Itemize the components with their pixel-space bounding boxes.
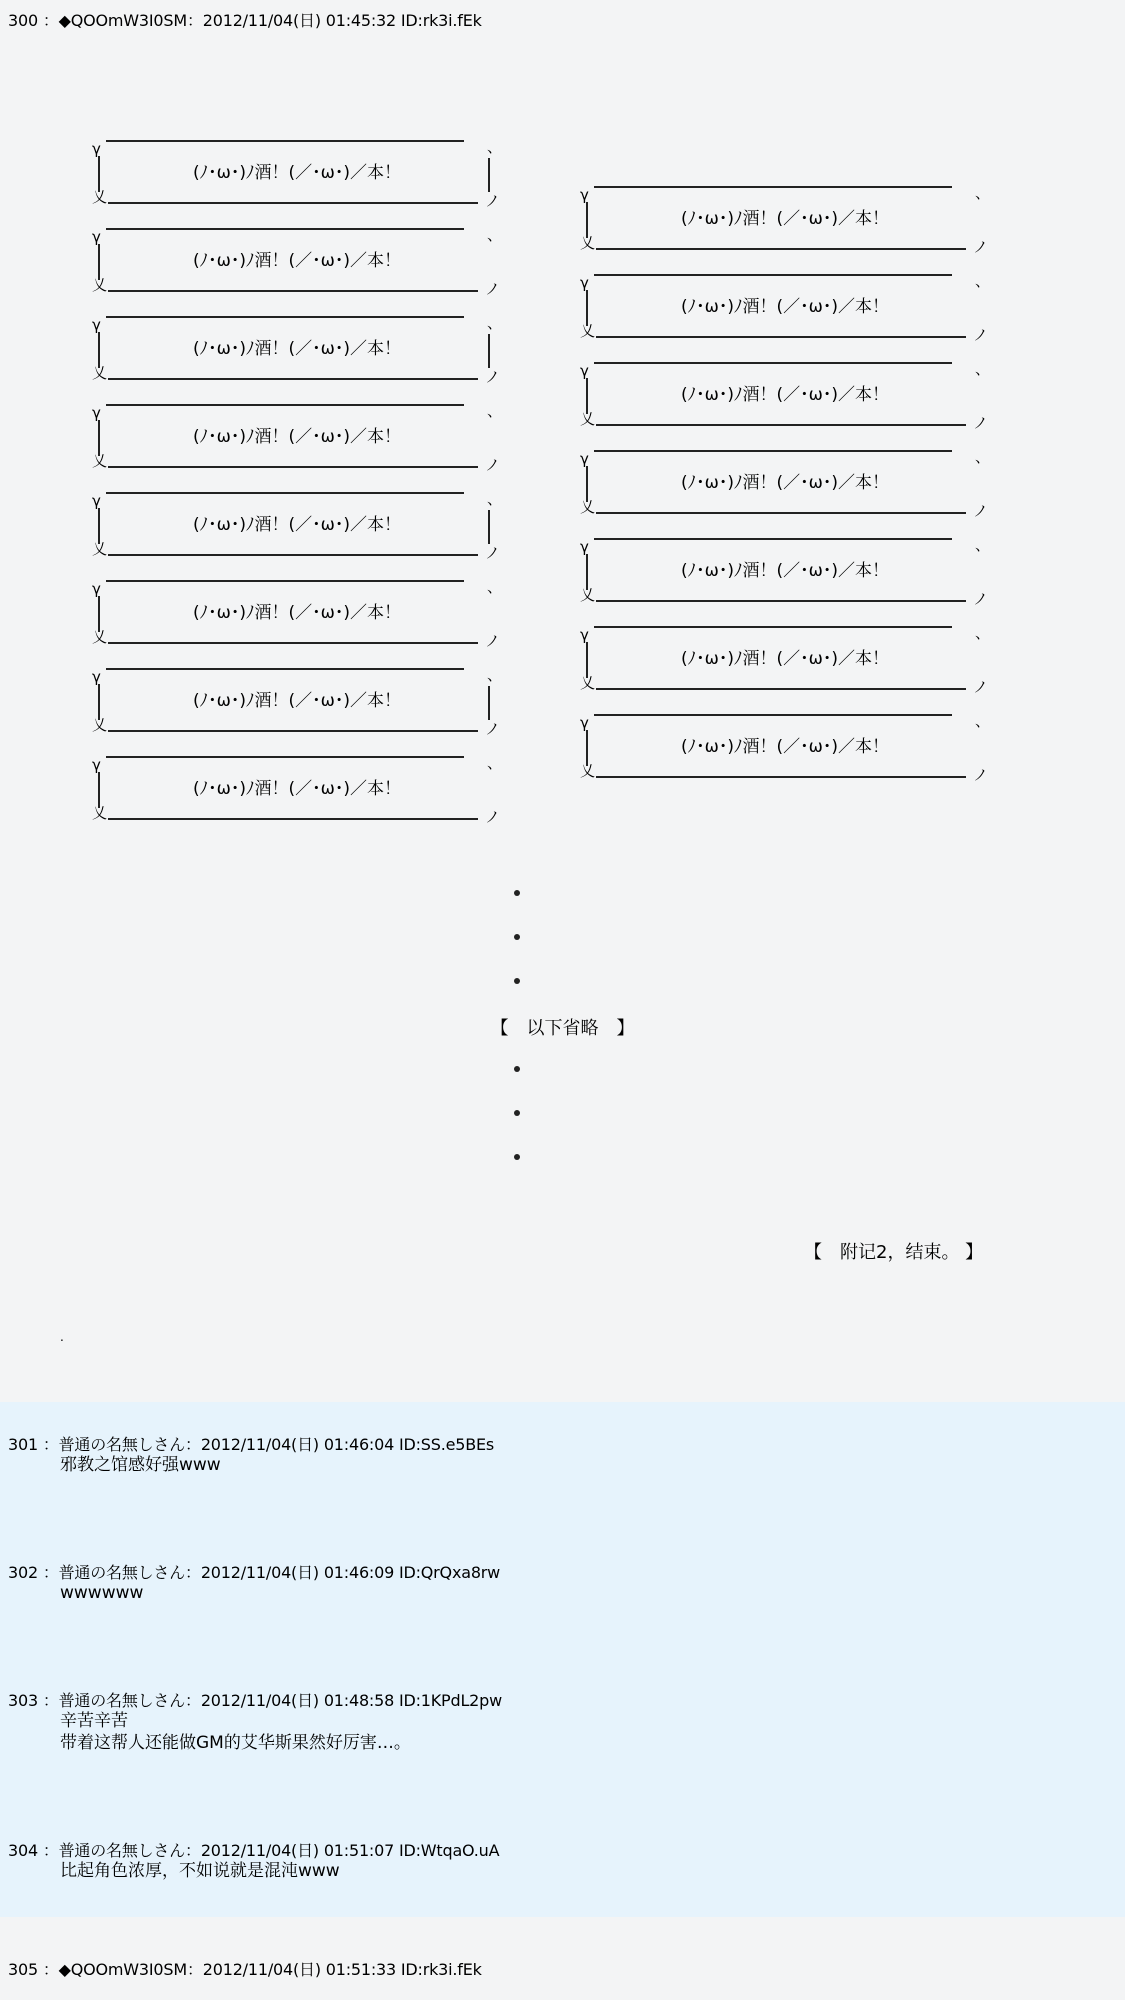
bubble-top-border <box>106 404 464 406</box>
bubble-close: ノ <box>972 502 988 520</box>
bubble-top-border <box>106 756 464 758</box>
bubble-tick: 、 <box>974 624 990 642</box>
speech-bubble <box>92 744 502 830</box>
bubble-yi: 乂 <box>580 674 596 692</box>
bubble-yi: 乂 <box>92 540 108 558</box>
speech-bubble <box>580 350 990 436</box>
bubble-bottom-border <box>596 600 966 602</box>
bubble-yi: 乂 <box>580 410 596 428</box>
post-header: 301 ：普通の名無しさん：2012/11/04(日) 01:46:04 ID:SS.e5BEs <box>8 1435 495 1454</box>
speech-bubble <box>580 438 990 524</box>
bubble-gamma: γ <box>92 404 101 422</box>
bubble-top-border <box>594 362 952 364</box>
bubble-close: ノ <box>972 326 988 344</box>
bubble-tick: 、 <box>974 184 990 202</box>
bubble-tick: 、 <box>974 536 990 554</box>
bubble-gamma: γ <box>92 668 101 686</box>
post-header: 304 ：普通の名無しさん：2012/11/04(日) 01:51:07 ID:WtqaO.uA <box>8 1841 500 1860</box>
bubble-right-border <box>488 334 490 368</box>
bubble-text: (ﾉ･ω･)ﾉ酒！(／･ω･)／本！ <box>680 561 889 581</box>
bubble-gamma: γ <box>580 538 589 556</box>
tiny-dot: . <box>60 1330 64 1344</box>
bubble-gamma: γ <box>92 228 101 246</box>
bubble-tick: 、 <box>486 578 502 596</box>
bubble-close: ノ <box>972 766 988 784</box>
bubble-bottom-border <box>108 730 478 732</box>
bubble-yi: 乂 <box>92 452 108 470</box>
bubble-top-border <box>594 538 952 540</box>
bubble-yi: 乂 <box>580 322 596 340</box>
bubble-top-border <box>106 316 464 318</box>
bubble-text: (ﾉ･ω･)ﾉ酒！(／･ω･)／本！ <box>680 297 889 317</box>
speech-bubble <box>580 526 990 612</box>
bubble-top-border <box>106 668 464 670</box>
post-body: wwwwww <box>60 1583 144 1603</box>
bubble-top-border <box>106 228 464 230</box>
ellipsis-dot <box>514 1154 520 1160</box>
bubble-gamma: γ <box>580 714 589 732</box>
bubble-gamma: γ <box>92 140 101 158</box>
bubble-bottom-border <box>108 466 478 468</box>
bubble-tick: 、 <box>486 314 502 332</box>
bubble-bottom-border <box>108 642 478 644</box>
bubble-text: (ﾉ･ω･)ﾉ酒！(／･ω･)／本！ <box>680 649 889 669</box>
post-header: 303 ：普通の名無しさん：2012/11/04(日) 01:48:58 ID:1KPdL2pw <box>8 1691 503 1710</box>
bubble-text: (ﾉ･ω･)ﾉ酒！(／･ω･)／本！ <box>680 385 889 405</box>
bubble-tick: 、 <box>486 490 502 508</box>
bubble-close: ノ <box>484 456 500 474</box>
bubble-right-border <box>488 158 490 192</box>
bubble-tick: 、 <box>974 272 990 290</box>
bubble-text: (ﾉ･ω･)ﾉ酒！(／･ω･)／本！ <box>192 691 401 711</box>
bubble-text: (ﾉ･ω･)ﾉ酒！(／･ω･)／本！ <box>192 603 401 623</box>
bubble-tick: 、 <box>974 360 990 378</box>
bubble-text: (ﾉ･ω･)ﾉ酒！(／･ω･)／本！ <box>680 209 889 229</box>
bubble-tick: 、 <box>486 226 502 244</box>
post-body: 比起角色浓厚，不如说就是混沌www <box>60 1861 340 1881</box>
bubble-bottom-border <box>108 378 478 380</box>
bubble-tick: 、 <box>974 448 990 466</box>
bubble-top-border <box>594 450 952 452</box>
bubble-right-border <box>488 510 490 544</box>
bubble-yi: 乂 <box>580 234 596 252</box>
bubble-top-border <box>594 186 952 188</box>
bubble-gamma: γ <box>580 626 589 644</box>
bubble-bottom-border <box>596 688 966 690</box>
speech-bubble <box>92 656 502 742</box>
bubble-gamma: γ <box>580 362 589 380</box>
bubble-close: ノ <box>972 414 988 432</box>
bubble-top-border <box>594 274 952 276</box>
bubble-gamma: γ <box>92 316 101 334</box>
bubble-text: (ﾉ･ω･)ﾉ酒！(／･ω･)／本！ <box>192 515 401 535</box>
speech-bubble <box>580 262 990 348</box>
ellipsis-dot <box>514 1066 520 1072</box>
speech-bubble <box>92 216 502 302</box>
bubble-right-border <box>488 686 490 720</box>
bubble-bottom-border <box>596 512 966 514</box>
speech-bubble <box>580 702 990 788</box>
speech-bubble <box>92 392 502 478</box>
bubble-text: (ﾉ･ω･)ﾉ酒！(／･ω･)／本！ <box>680 473 889 493</box>
post-305 <box>0 1917 1125 2000</box>
post-header: 305 ：◆QOOmW3I0SM：2012/11/04(日) 01:51:33 ID:rk3i.fEk <box>8 1960 482 1979</box>
bubble-text: (ﾉ･ω･)ﾉ酒！(／･ω･)／本！ <box>680 737 889 757</box>
omitted-label: 【 以下省略 】 <box>490 1018 635 1039</box>
bubble-close: ノ <box>484 720 500 738</box>
bubble-close: ノ <box>484 544 500 562</box>
speech-bubble <box>92 480 502 566</box>
bubble-text: (ﾉ･ω･)ﾉ酒！(／･ω･)／本！ <box>192 251 401 271</box>
bubble-yi: 乂 <box>92 364 108 382</box>
bubble-yi: 乂 <box>580 586 596 604</box>
bubble-gamma: γ <box>580 186 589 204</box>
post-header: 300 ：◆QOOmW3I0SM：2012/11/04(日) 01:45:32 ID:rk3i.fEk <box>8 11 482 30</box>
bubble-yi: 乂 <box>92 628 108 646</box>
bubble-text: (ﾉ･ω･)ﾉ酒！(／･ω･)／本！ <box>192 163 401 183</box>
bubble-close: ノ <box>484 632 500 650</box>
bubble-gamma: γ <box>580 450 589 468</box>
bubble-gamma: γ <box>92 756 101 774</box>
bubble-top-border <box>594 626 952 628</box>
bubble-bottom-border <box>108 290 478 292</box>
bubble-bottom-border <box>108 818 478 820</box>
speech-bubble <box>92 304 502 390</box>
ellipsis-dot <box>514 978 520 984</box>
bubble-text: (ﾉ･ω･)ﾉ酒！(／･ω･)／本！ <box>192 427 401 447</box>
bubble-close: ノ <box>972 238 988 256</box>
bubble-close: ノ <box>484 192 500 210</box>
bubble-tick: 、 <box>486 754 502 772</box>
bubble-top-border <box>106 140 464 142</box>
ellipsis-dot <box>514 1110 520 1116</box>
speech-bubble <box>92 128 502 214</box>
bubble-text: (ﾉ･ω･)ﾉ酒！(／･ω･)／本！ <box>192 339 401 359</box>
bubble-close: ノ <box>484 808 500 826</box>
post-body: 辛苦辛苦 带着这帮人还能做GM的艾华斯果然好厉害…。 <box>60 1711 411 1753</box>
bubble-tick: 、 <box>486 666 502 684</box>
bubble-yi: 乂 <box>92 716 108 734</box>
bubble-yi: 乂 <box>92 188 108 206</box>
bubble-close: ノ <box>484 280 500 298</box>
bubble-gamma: γ <box>580 274 589 292</box>
bubble-yi: 乂 <box>92 804 108 822</box>
ellipsis-dot <box>514 890 520 896</box>
end-note: 【 附记2，结束。 】 <box>804 1242 984 1263</box>
bubble-gamma: γ <box>92 580 101 598</box>
bubble-yi: 乂 <box>92 276 108 294</box>
post-body: 邪教之馆感好强www <box>60 1455 221 1475</box>
bubble-bottom-border <box>596 248 966 250</box>
post-header: 302 ：普通の名無しさん：2012/11/04(日) 01:46:09 ID:QrQxa8rw <box>8 1563 501 1582</box>
bubble-yi: 乂 <box>580 762 596 780</box>
bubble-bottom-border <box>596 336 966 338</box>
reply-section <box>0 1402 1125 1917</box>
bubble-top-border <box>106 580 464 582</box>
bubble-text: (ﾉ･ω･)ﾉ酒！(／･ω･)／本！ <box>192 779 401 799</box>
bubble-close: ノ <box>972 590 988 608</box>
speech-bubble <box>580 174 990 260</box>
ellipsis-dot <box>514 934 520 940</box>
bubble-bottom-border <box>108 554 478 556</box>
bubble-bottom-border <box>108 202 478 204</box>
bubble-top-border <box>594 714 952 716</box>
bubble-yi: 乂 <box>580 498 596 516</box>
bubble-tick: 、 <box>974 712 990 730</box>
speech-bubble <box>92 568 502 654</box>
bubble-gamma: γ <box>92 492 101 510</box>
speech-bubble <box>580 614 990 700</box>
bubble-close: ノ <box>972 678 988 696</box>
bubble-tick: 、 <box>486 402 502 420</box>
bubble-top-border <box>106 492 464 494</box>
bubble-bottom-border <box>596 776 966 778</box>
bubble-close: ノ <box>484 368 500 386</box>
bubble-tick: 、 <box>486 138 502 156</box>
bubble-bottom-border <box>596 424 966 426</box>
